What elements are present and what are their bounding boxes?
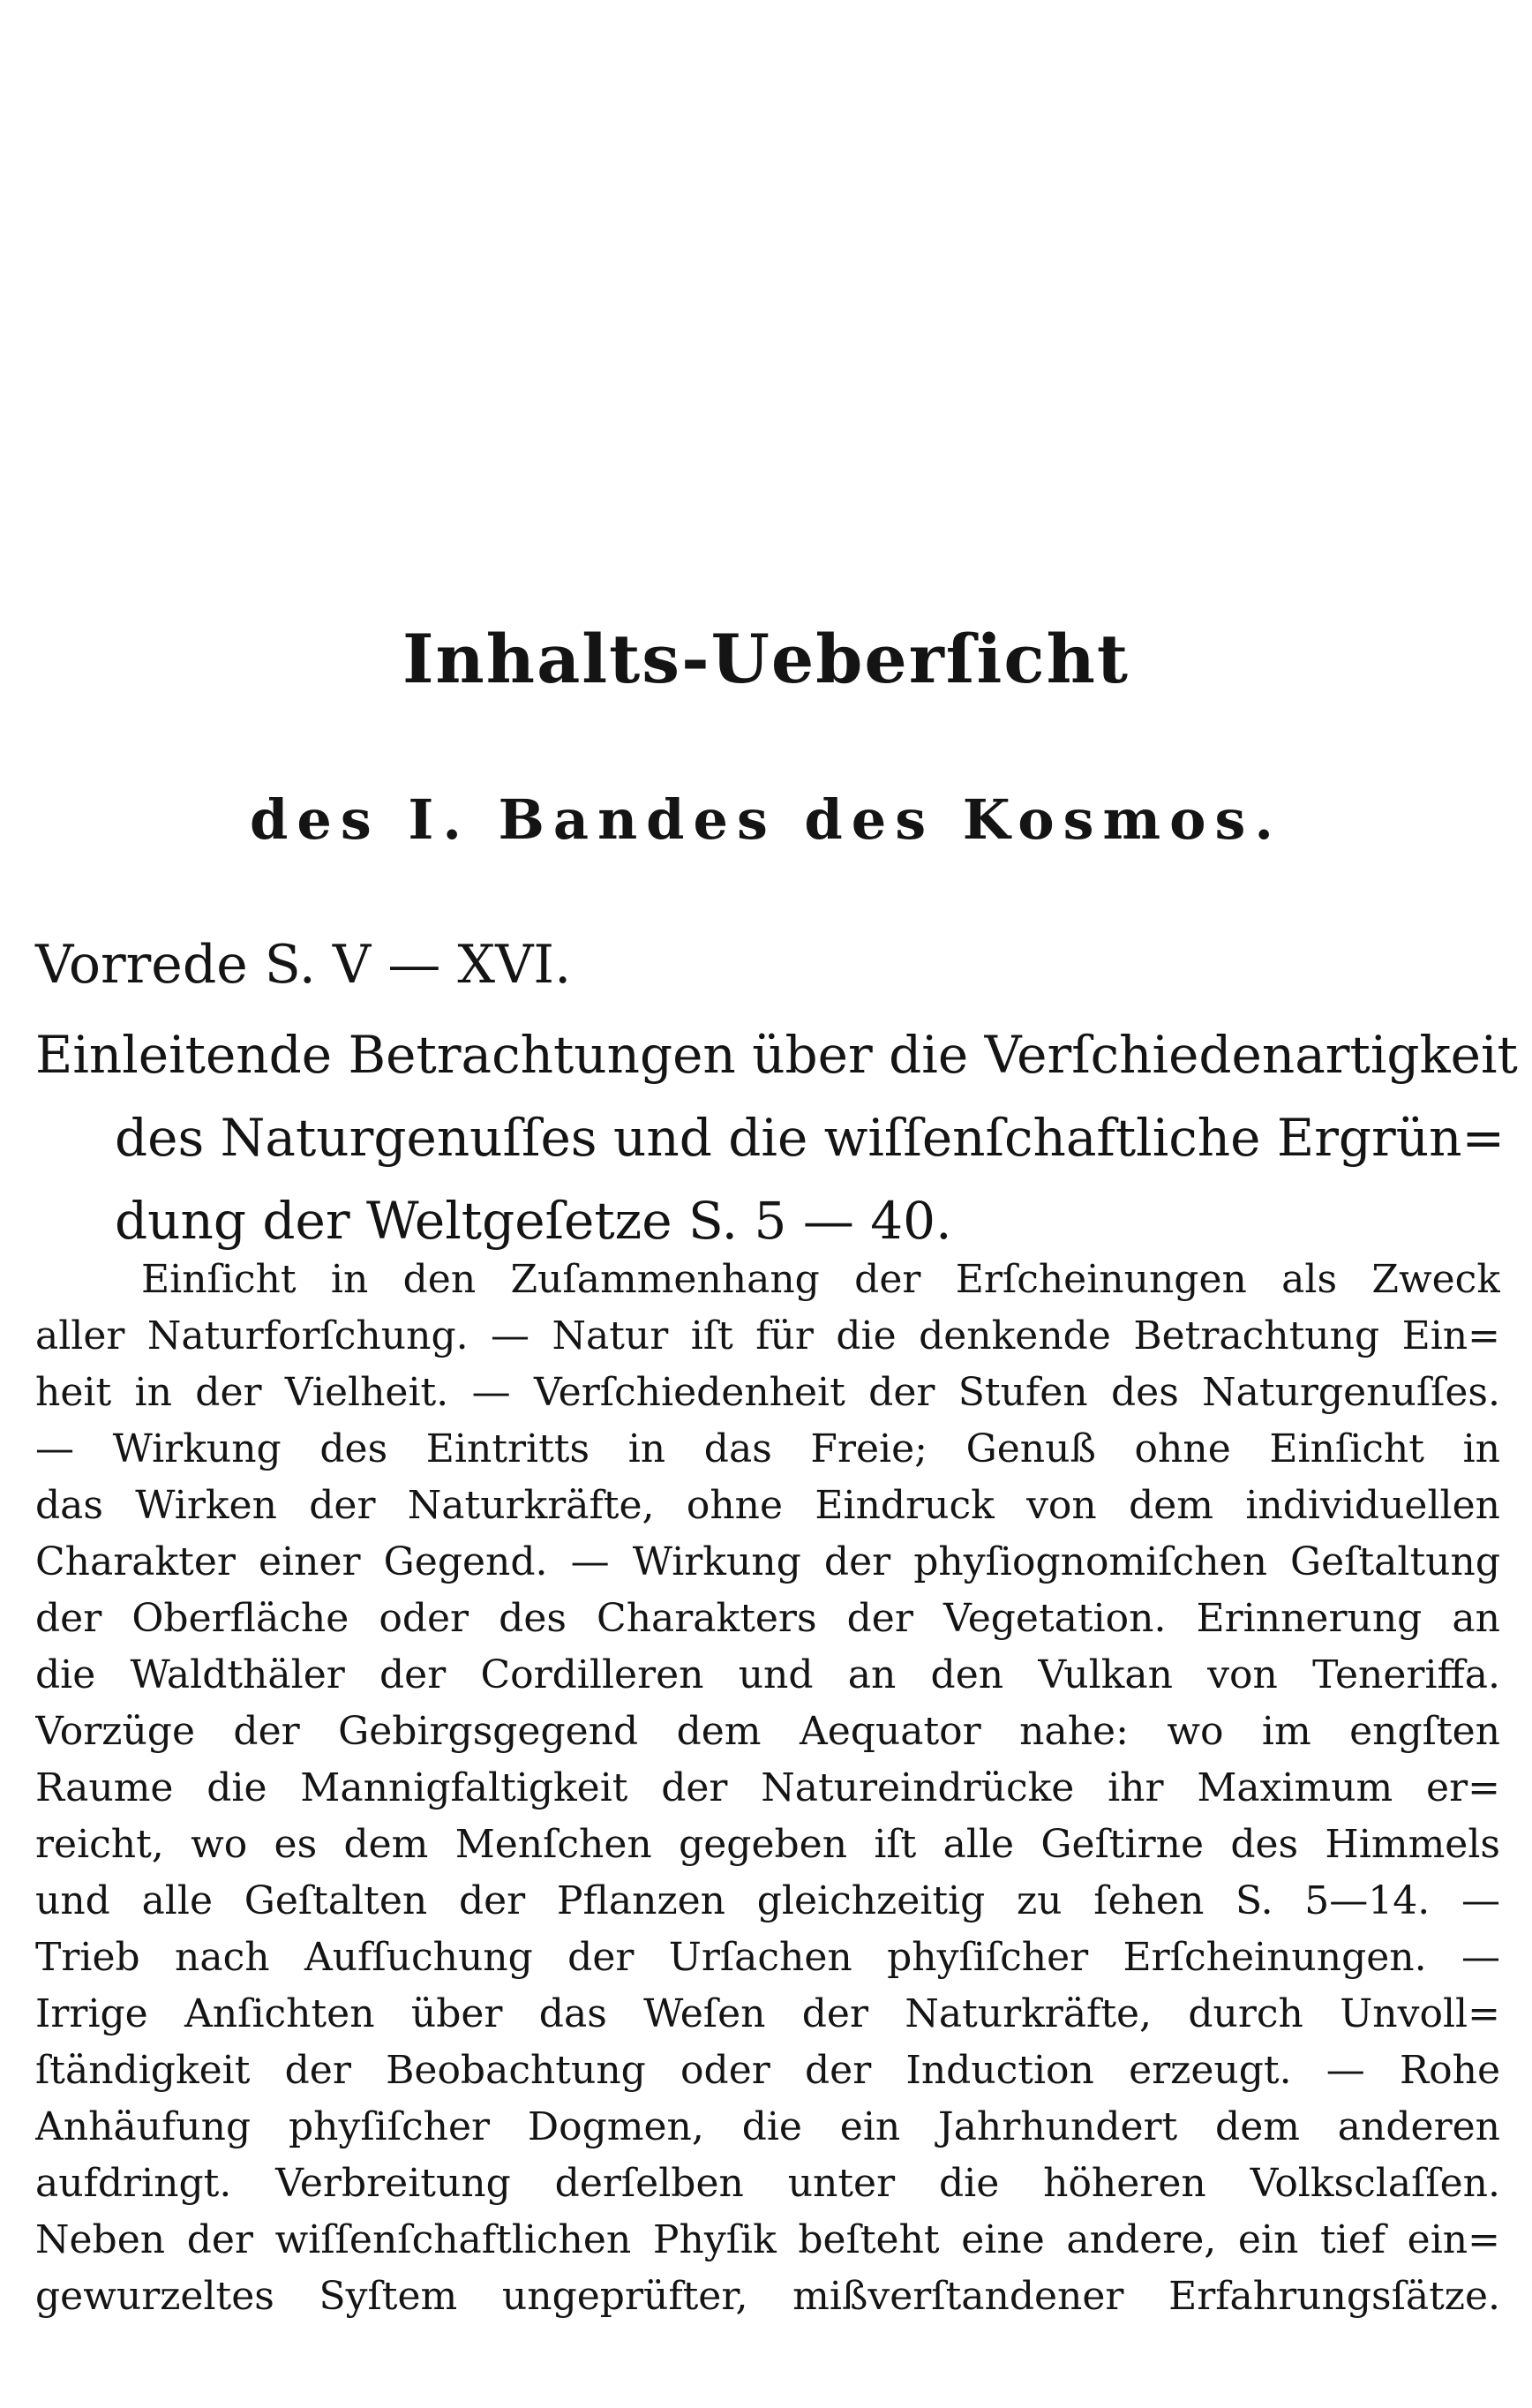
text-line: ſtändigkeit der Beobachtung oder der Induction erzeugt. — Rohe [35,2048,1500,2093]
section-summary [35,1252,1500,2325]
preface-entry: Vorrede S. V — XVI. [35,934,572,996]
page-title: Inhalts-Ueberſicht [402,620,1130,698]
text-line: Trieb nach Aufſuchung der Urſachen phyſiſcher Erſcheinungen. — [35,1935,1500,1980]
text-line: die Waldthäler der Cordilleren und an den Vulkan von Teneriffa. [35,1652,1500,1697]
text-line: Charakter einer Gegend. — Wirkung der phyſiognomiſchen Geſtaltung [35,1539,1500,1584]
text-line: aufdringt. Verbreitung derſelben unter die höheren Volksclaſſen. [35,2161,1500,2206]
text-line: aller Naturforſchung. — Natur iſt für die denkende Betrachtung Ein= [35,1313,1500,1358]
heading-line: dung der Weltgeſetze S. 5 — 40. [115,1191,952,1251]
text-line: reicht, wo es dem Menſchen gegeben iſt alle Geſtirne des Himmels [35,1822,1500,1867]
text-line: Raume die Mannigfaltigkeit der Natureindrücke ihr Maximum er= [35,1765,1500,1810]
text-line: heit in der Vielheit. — Verſchiedenheit der Stufen des Naturgenuſſes. [35,1370,1500,1415]
heading-line: des Naturgenuſſes und die wiſſenſchaftliche Ergrün= [115,1108,1506,1168]
text-line: Anhäufung phyſiſcher Dogmen, die ein Jahrhundert dem anderen [35,2104,1500,2149]
text-line: Vorzüge der Gebirgsgegend dem Aequator nahe: wo im engſten [35,1709,1500,1754]
text-line: Einſicht in den Zuſammenhang der Erſcheinungen als Zweck [141,1257,1500,1302]
heading-line: Einleitende Betrachtungen über die Verſchiedenartigkeit [35,1025,1518,1085]
text-line: und alle Geſtalten der Pflanzen gleichzeitig zu ſehen S. 5—14. — [35,1878,1500,1923]
text-line: der Oberfläche oder des Charakters der Vegetation. Erinnerung an [35,1596,1500,1641]
text-line: Irrige Anſichten über das Weſen der Naturkräfte, durch Unvoll= [35,1991,1500,2036]
text-line: das Wirken der Naturkräfte, ohne Eindruck von dem individuellen [35,1483,1500,1528]
page-subtitle: des I. Bandes des Kosmos. [250,787,1282,852]
text-line: Neben der wiſſenſchaftlichen Phyſik beſteht eine andere, ein tief ein= [35,2217,1500,2262]
section-heading [35,1013,1518,1262]
text-line: gewurzeltes Syſtem ungeprüfter, mißverſtandener Erfahrungsſätze. [35,2274,1500,2319]
text-line: — Wirkung des Eintritts in das Freie; Genuß ohne Einſicht in [35,1426,1500,1471]
